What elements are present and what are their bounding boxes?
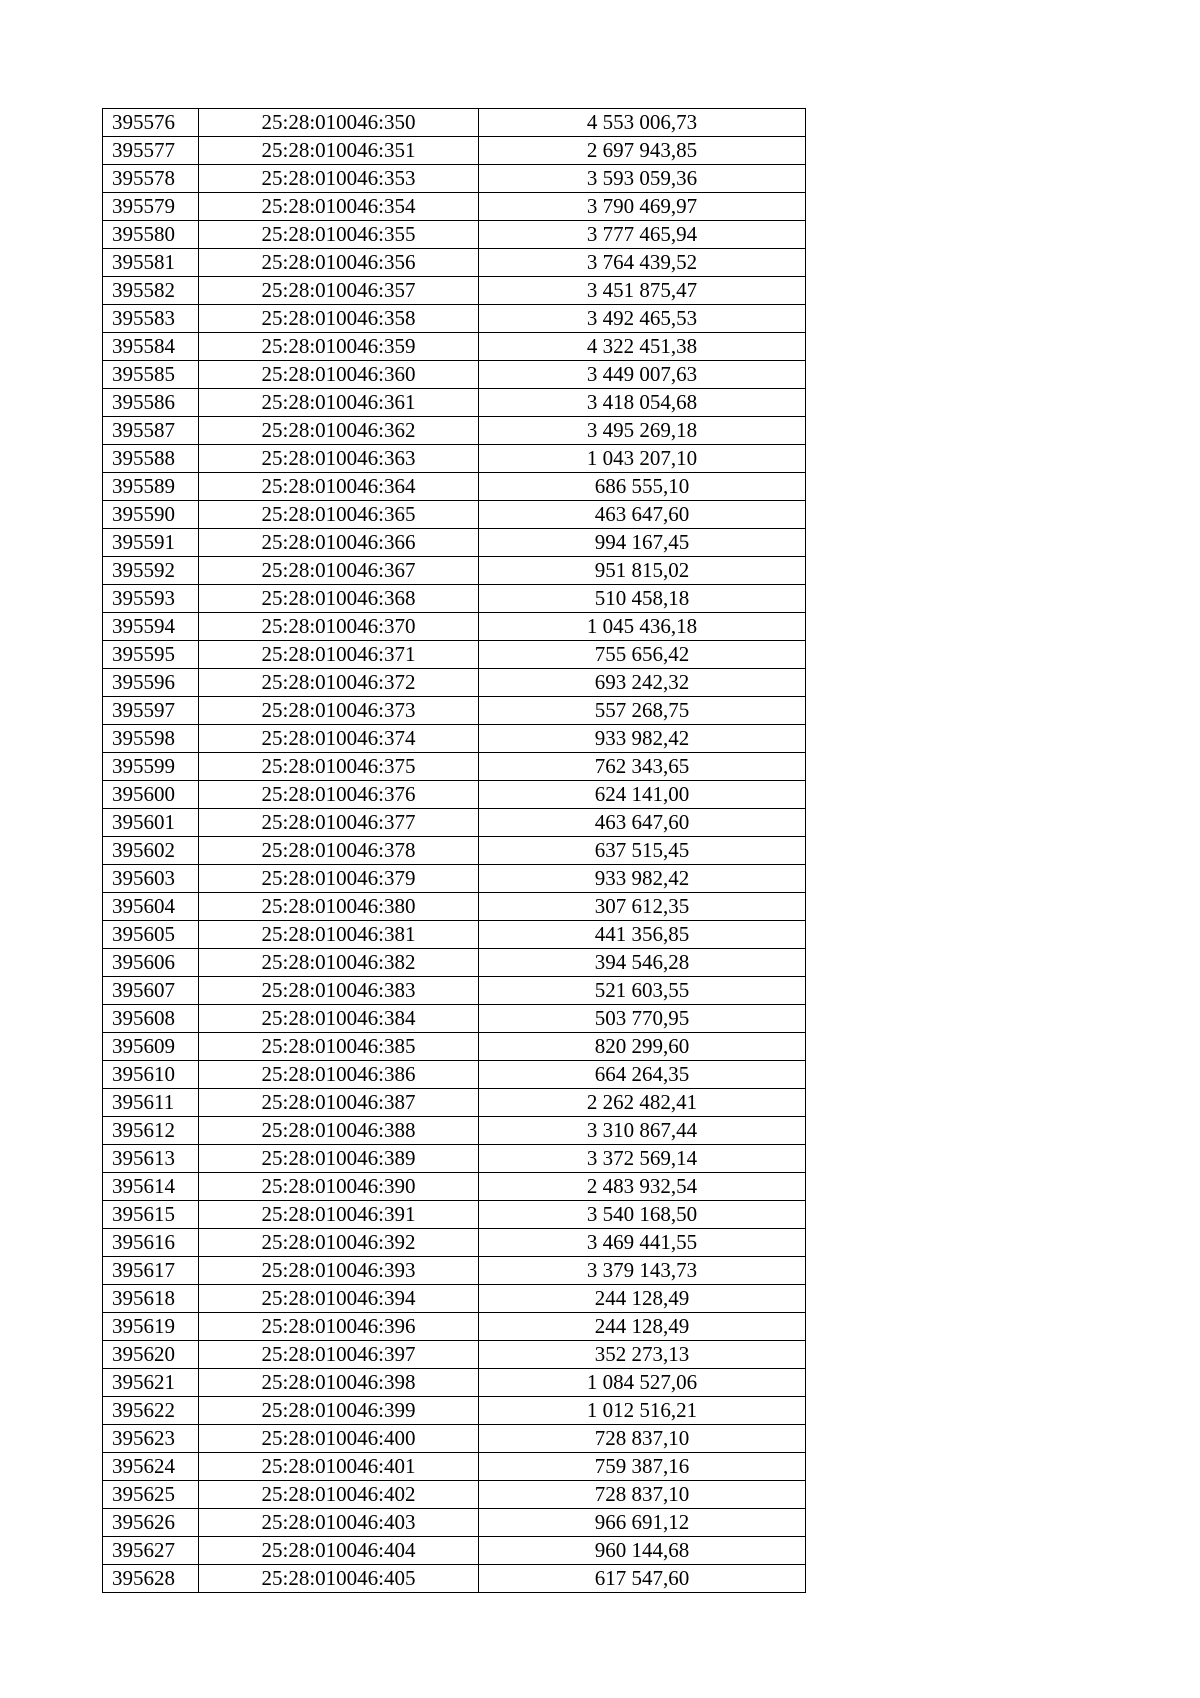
row-number-cell: 395621 <box>103 1369 199 1397</box>
row-number-cell: 395628 <box>103 1565 199 1593</box>
cadastral-value-cell: 3 777 465,94 <box>479 221 806 249</box>
table-row <box>103 1425 806 1453</box>
row-number-cell: 395612 <box>103 1117 199 1145</box>
cadastral-number-cell: 25:28:010046:389 <box>199 1145 479 1173</box>
cadastral-number-cell: 25:28:010046:378 <box>199 837 479 865</box>
cadastral-value-cell: 510 458,18 <box>479 585 806 613</box>
table-row <box>103 1117 806 1145</box>
cadastral-number-cell: 25:28:010046:363 <box>199 445 479 473</box>
table-row <box>103 1509 806 1537</box>
table-row <box>103 1033 806 1061</box>
cadastral-value-cell: 759 387,16 <box>479 1453 806 1481</box>
cadastral-value-cell: 960 144,68 <box>479 1537 806 1565</box>
cadastral-value-cell: 3 310 867,44 <box>479 1117 806 1145</box>
cadastral-value-cell: 1 084 527,06 <box>479 1369 806 1397</box>
cadastral-value-cell: 244 128,49 <box>479 1313 806 1341</box>
table-row <box>103 865 806 893</box>
cadastral-value-cell: 3 418 054,68 <box>479 389 806 417</box>
row-number-cell: 395607 <box>103 977 199 1005</box>
table-row <box>103 305 806 333</box>
table-row <box>103 389 806 417</box>
cadastral-number-cell: 25:28:010046:401 <box>199 1453 479 1481</box>
cadastral-number-cell: 25:28:010046:394 <box>199 1285 479 1313</box>
row-number-cell: 395589 <box>103 473 199 501</box>
row-number-cell: 395585 <box>103 361 199 389</box>
row-number-cell: 395606 <box>103 949 199 977</box>
row-number-cell: 395579 <box>103 193 199 221</box>
cadastral-value-cell: 557 268,75 <box>479 697 806 725</box>
cadastral-value-cell: 933 982,42 <box>479 865 806 893</box>
cadastral-number-cell: 25:28:010046:384 <box>199 1005 479 1033</box>
row-number-cell: 395613 <box>103 1145 199 1173</box>
cadastral-number-cell: 25:28:010046:353 <box>199 165 479 193</box>
row-number-cell: 395593 <box>103 585 199 613</box>
cadastral-value-cell: 728 837,10 <box>479 1481 806 1509</box>
cadastral-number-cell: 25:28:010046:374 <box>199 725 479 753</box>
table-row <box>103 109 806 137</box>
table-row <box>103 221 806 249</box>
table-row <box>103 949 806 977</box>
row-number-cell: 395614 <box>103 1173 199 1201</box>
row-number-cell: 395619 <box>103 1313 199 1341</box>
cadastral-number-cell: 25:28:010046:381 <box>199 921 479 949</box>
cadastral-value-cell: 352 273,13 <box>479 1341 806 1369</box>
cadastral-value-cell: 728 837,10 <box>479 1425 806 1453</box>
row-number-cell: 395594 <box>103 613 199 641</box>
cadastral-number-cell: 25:28:010046:365 <box>199 501 479 529</box>
row-number-cell: 395626 <box>103 1509 199 1537</box>
table-row <box>103 753 806 781</box>
table-row <box>103 837 806 865</box>
cadastral-number-cell: 25:28:010046:383 <box>199 977 479 1005</box>
cadastral-value-cell: 394 546,28 <box>479 949 806 977</box>
cadastral-value-cell: 2 483 932,54 <box>479 1173 806 1201</box>
cadastral-value-cell: 3 495 269,18 <box>479 417 806 445</box>
cadastral-value-cell: 3 372 569,14 <box>479 1145 806 1173</box>
table-row <box>103 557 806 585</box>
row-number-cell: 395577 <box>103 137 199 165</box>
cadastral-number-cell: 25:28:010046:356 <box>199 249 479 277</box>
table-row <box>103 613 806 641</box>
row-number-cell: 395611 <box>103 1089 199 1117</box>
table-row <box>103 781 806 809</box>
table-row <box>103 921 806 949</box>
cadastral-number-cell: 25:28:010046:371 <box>199 641 479 669</box>
row-number-cell: 395587 <box>103 417 199 445</box>
table-row <box>103 277 806 305</box>
table-row <box>103 501 806 529</box>
row-number-cell: 395602 <box>103 837 199 865</box>
cadastral-number-cell: 25:28:010046:372 <box>199 669 479 697</box>
table-row <box>103 361 806 389</box>
row-number-cell: 395595 <box>103 641 199 669</box>
table-row <box>103 1369 806 1397</box>
cadastral-number-cell: 25:28:010046:367 <box>199 557 479 585</box>
cadastral-value-cell: 1 045 436,18 <box>479 613 806 641</box>
cadastral-value-cell: 637 515,45 <box>479 837 806 865</box>
cadastral-number-cell: 25:28:010046:390 <box>199 1173 479 1201</box>
row-number-cell: 395623 <box>103 1425 199 1453</box>
table-row <box>103 165 806 193</box>
table-row <box>103 1397 806 1425</box>
row-number-cell: 395584 <box>103 333 199 361</box>
cadastral-number-cell: 25:28:010046:388 <box>199 1117 479 1145</box>
cadastral-value-cell: 3 379 143,73 <box>479 1257 806 1285</box>
cadastral-value-cell: 820 299,60 <box>479 1033 806 1061</box>
cadastral-value-cell: 3 764 439,52 <box>479 249 806 277</box>
row-number-cell: 395591 <box>103 529 199 557</box>
table-row <box>103 1201 806 1229</box>
cadastral-number-cell: 25:28:010046:368 <box>199 585 479 613</box>
row-number-cell: 395598 <box>103 725 199 753</box>
cadastral-number-cell: 25:28:010046:357 <box>199 277 479 305</box>
cadastral-number-cell: 25:28:010046:387 <box>199 1089 479 1117</box>
table-row <box>103 585 806 613</box>
cadastral-number-cell: 25:28:010046:375 <box>199 753 479 781</box>
table-row <box>103 1285 806 1313</box>
row-number-cell: 395624 <box>103 1453 199 1481</box>
row-number-cell: 395582 <box>103 277 199 305</box>
cadastral-value-cell: 951 815,02 <box>479 557 806 585</box>
cadastral-value-cell: 617 547,60 <box>479 1565 806 1593</box>
table-row <box>103 1005 806 1033</box>
cadastral-value-cell: 3 790 469,97 <box>479 193 806 221</box>
cadastral-value-cell: 966 691,12 <box>479 1509 806 1537</box>
cadastral-value-cell: 3 593 059,36 <box>479 165 806 193</box>
cadastral-value-cell: 1 012 516,21 <box>479 1397 806 1425</box>
cadastral-value-cell: 441 356,85 <box>479 921 806 949</box>
table-row <box>103 725 806 753</box>
cadastral-value-cell: 2 697 943,85 <box>479 137 806 165</box>
row-number-cell: 395583 <box>103 305 199 333</box>
cadastral-number-cell: 25:28:010046:397 <box>199 1341 479 1369</box>
row-number-cell: 395603 <box>103 865 199 893</box>
table-body <box>103 109 806 1593</box>
row-number-cell: 395616 <box>103 1229 199 1257</box>
cadastral-value-cell: 3 469 441,55 <box>479 1229 806 1257</box>
cadastral-value-table <box>102 108 806 1593</box>
row-number-cell: 395597 <box>103 697 199 725</box>
cadastral-value-cell: 693 242,32 <box>479 669 806 697</box>
table-row <box>103 1145 806 1173</box>
row-number-cell: 395590 <box>103 501 199 529</box>
cadastral-number-cell: 25:28:010046:385 <box>199 1033 479 1061</box>
table-row <box>103 1061 806 1089</box>
row-number-cell: 395617 <box>103 1257 199 1285</box>
cadastral-number-cell: 25:28:010046:380 <box>199 893 479 921</box>
row-number-cell: 395576 <box>103 109 199 137</box>
row-number-cell: 395601 <box>103 809 199 837</box>
cadastral-value-cell: 463 647,60 <box>479 809 806 837</box>
cadastral-number-cell: 25:28:010046:370 <box>199 613 479 641</box>
cadastral-value-cell: 624 141,00 <box>479 781 806 809</box>
table-row <box>103 1453 806 1481</box>
table-row <box>103 1565 806 1593</box>
row-number-cell: 395622 <box>103 1397 199 1425</box>
row-number-cell: 395625 <box>103 1481 199 1509</box>
cadastral-value-cell: 503 770,95 <box>479 1005 806 1033</box>
row-number-cell: 395596 <box>103 669 199 697</box>
cadastral-number-cell: 25:28:010046:400 <box>199 1425 479 1453</box>
cadastral-number-cell: 25:28:010046:354 <box>199 193 479 221</box>
row-number-cell: 395618 <box>103 1285 199 1313</box>
cadastral-value-cell: 463 647,60 <box>479 501 806 529</box>
row-number-cell: 395588 <box>103 445 199 473</box>
cadastral-value-cell: 2 262 482,41 <box>479 1089 806 1117</box>
row-number-cell: 395581 <box>103 249 199 277</box>
table-row <box>103 1173 806 1201</box>
cadastral-value-cell: 762 343,65 <box>479 753 806 781</box>
cadastral-number-cell: 25:28:010046:361 <box>199 389 479 417</box>
cadastral-value-cell: 994 167,45 <box>479 529 806 557</box>
table-row <box>103 697 806 725</box>
cadastral-number-cell: 25:28:010046:355 <box>199 221 479 249</box>
row-number-cell: 395599 <box>103 753 199 781</box>
row-number-cell: 395592 <box>103 557 199 585</box>
cadastral-number-cell: 25:28:010046:366 <box>199 529 479 557</box>
row-number-cell: 395620 <box>103 1341 199 1369</box>
cadastral-number-cell: 25:28:010046:382 <box>199 949 479 977</box>
cadastral-number-cell: 25:28:010046:377 <box>199 809 479 837</box>
cadastral-number-cell: 25:28:010046:376 <box>199 781 479 809</box>
row-number-cell: 395580 <box>103 221 199 249</box>
cadastral-number-cell: 25:28:010046:392 <box>199 1229 479 1257</box>
table-row <box>103 333 806 361</box>
row-number-cell: 395610 <box>103 1061 199 1089</box>
cadastral-number-cell: 25:28:010046:360 <box>199 361 479 389</box>
cadastral-number-cell: 25:28:010046:398 <box>199 1369 479 1397</box>
table-row <box>103 249 806 277</box>
row-number-cell: 395604 <box>103 893 199 921</box>
cadastral-number-cell: 25:28:010046:405 <box>199 1565 479 1593</box>
row-number-cell: 395586 <box>103 389 199 417</box>
table-row <box>103 137 806 165</box>
cadastral-value-cell: 686 555,10 <box>479 473 806 501</box>
row-number-cell: 395608 <box>103 1005 199 1033</box>
table-row <box>103 1341 806 1369</box>
cadastral-number-cell: 25:28:010046:393 <box>199 1257 479 1285</box>
cadastral-number-cell: 25:28:010046:373 <box>199 697 479 725</box>
cadastral-number-cell: 25:28:010046:402 <box>199 1481 479 1509</box>
table-row <box>103 1089 806 1117</box>
table-row <box>103 193 806 221</box>
cadastral-number-cell: 25:28:010046:364 <box>199 473 479 501</box>
cadastral-value-cell: 1 043 207,10 <box>479 445 806 473</box>
table-row <box>103 473 806 501</box>
table-row <box>103 641 806 669</box>
cadastral-number-cell: 25:28:010046:362 <box>199 417 479 445</box>
table-row <box>103 1313 806 1341</box>
cadastral-value-cell: 244 128,49 <box>479 1285 806 1313</box>
cadastral-value-cell: 521 603,55 <box>479 977 806 1005</box>
table-row <box>103 809 806 837</box>
cadastral-value-cell: 933 982,42 <box>479 725 806 753</box>
row-number-cell: 395609 <box>103 1033 199 1061</box>
table-row <box>103 1481 806 1509</box>
row-number-cell: 395615 <box>103 1201 199 1229</box>
cadastral-number-cell: 25:28:010046:351 <box>199 137 479 165</box>
table-row <box>103 1257 806 1285</box>
cadastral-number-cell: 25:28:010046:386 <box>199 1061 479 1089</box>
table-row <box>103 1537 806 1565</box>
cadastral-number-cell: 25:28:010046:350 <box>199 109 479 137</box>
cadastral-number-cell: 25:28:010046:399 <box>199 1397 479 1425</box>
cadastral-value-cell: 3 492 465,53 <box>479 305 806 333</box>
cadastral-number-cell: 25:28:010046:396 <box>199 1313 479 1341</box>
row-number-cell: 395627 <box>103 1537 199 1565</box>
cadastral-number-cell: 25:28:010046:359 <box>199 333 479 361</box>
cadastral-value-cell: 664 264,35 <box>479 1061 806 1089</box>
cadastral-number-cell: 25:28:010046:403 <box>199 1509 479 1537</box>
cadastral-value-cell: 3 451 875,47 <box>479 277 806 305</box>
table-row <box>103 1229 806 1257</box>
table-row <box>103 977 806 1005</box>
cadastral-value-cell: 755 656,42 <box>479 641 806 669</box>
row-number-cell: 395578 <box>103 165 199 193</box>
cadastral-value-cell: 4 553 006,73 <box>479 109 806 137</box>
row-number-cell: 395600 <box>103 781 199 809</box>
cadastral-value-cell: 307 612,35 <box>479 893 806 921</box>
table-row <box>103 529 806 557</box>
cadastral-number-cell: 25:28:010046:358 <box>199 305 479 333</box>
table-row <box>103 893 806 921</box>
cadastral-number-cell: 25:28:010046:404 <box>199 1537 479 1565</box>
cadastral-value-cell: 3 540 168,50 <box>479 1201 806 1229</box>
cadastral-value-cell: 4 322 451,38 <box>479 333 806 361</box>
table-row <box>103 417 806 445</box>
row-number-cell: 395605 <box>103 921 199 949</box>
table-row <box>103 445 806 473</box>
cadastral-number-cell: 25:28:010046:379 <box>199 865 479 893</box>
cadastral-value-cell: 3 449 007,63 <box>479 361 806 389</box>
table-row <box>103 669 806 697</box>
cadastral-number-cell: 25:28:010046:391 <box>199 1201 479 1229</box>
